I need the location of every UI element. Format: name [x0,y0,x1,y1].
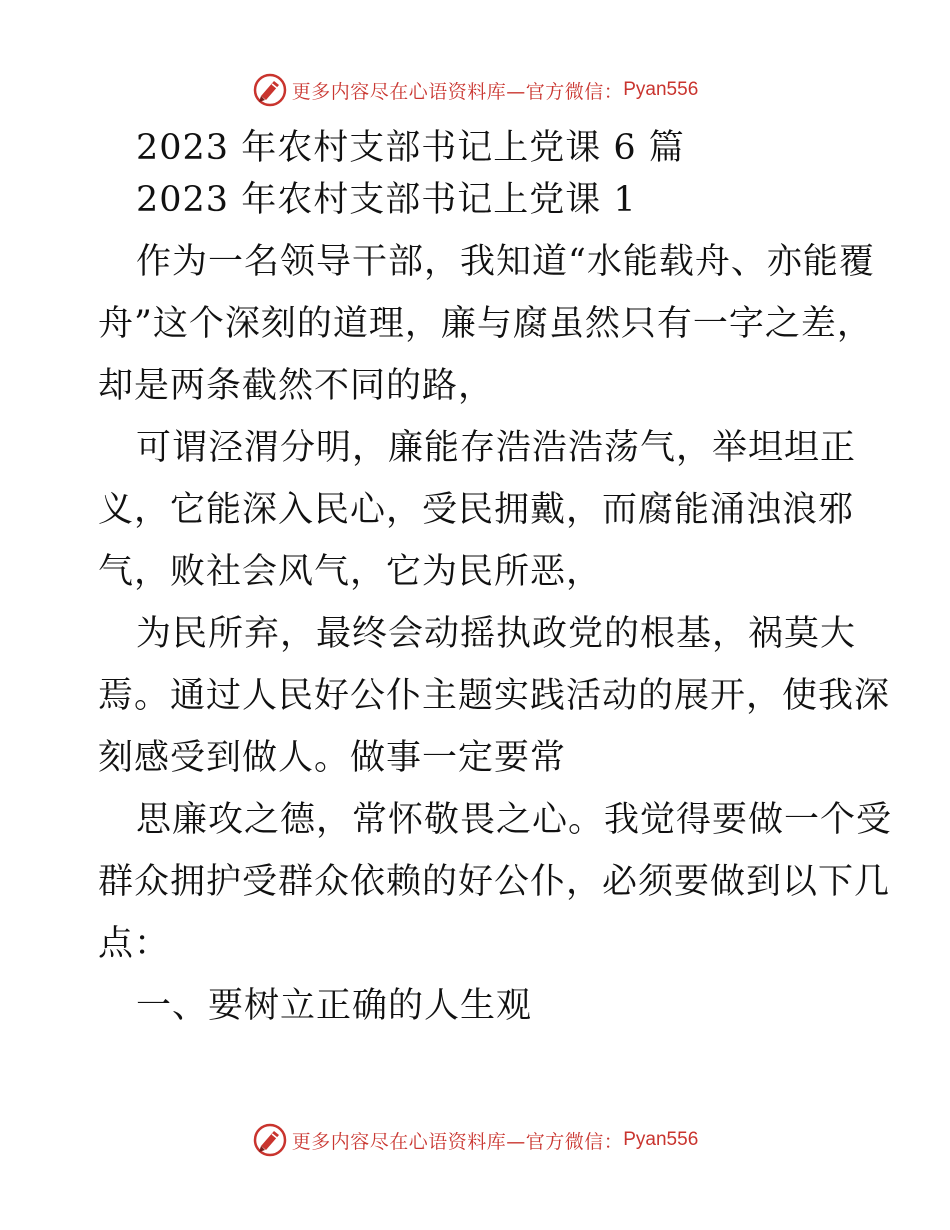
paragraph-line: 群众拥护受群众依赖的好公仆，必须要做到以下几 [98,862,891,902]
header-banner-wechat: Pyan556 [623,79,699,100]
footer-banner [0,1118,950,1162]
footer-banner-text: 更多内容尽在心语资料库—官方微信： [291,1130,624,1153]
header-banner-text: 更多内容尽在心语资料库—官方微信： [291,80,624,103]
paragraph-line: 作为一名领导干部，我知道“水能载舟、亦能覆 [136,242,875,282]
paragraph-line: 义，它能深入民心，受民拥戴，而腐能涌浊浪邪 [98,490,855,530]
paragraph-line: 点： [98,924,171,964]
header-banner [0,68,950,112]
paragraph-line: 却是两条截然不同的路， [98,366,495,406]
paragraph-line: 思廉攻之德，常怀敬畏之心。我觉得要做一个受 [136,800,893,840]
pen-circle-logo-icon [252,72,288,108]
paragraph-line: 可谓泾渭分明，廉能存浩浩浩荡气，举坦坦正 [136,428,857,468]
document-body [98,122,893,1032]
footer-banner-wechat: Pyan556 [623,1129,699,1150]
pen-circle-logo-icon [252,1122,288,1158]
document-title: 2023 年农村支部书记上党课 6 篇 [136,128,685,168]
paragraph-line: 焉。通过人民好公仆主题实践活动的展开，使我深 [98,676,891,716]
paragraph-line: 气，败社会风气，它为民所恶， [98,552,603,592]
paragraph-line: 刻感受到做人。做事一定要常 [98,738,567,778]
section-title: 2023 年农村支部书记上党课 1 [136,180,637,220]
list-heading: 一、要树立正确的人生观 [136,986,533,1026]
paragraph-line: 舟”这个深刻的道理，廉与腐虽然只有一字之差， [98,304,873,344]
paragraph-line: 为民所弃，最终会动摇执政党的根基，祸莫大 [136,614,857,654]
